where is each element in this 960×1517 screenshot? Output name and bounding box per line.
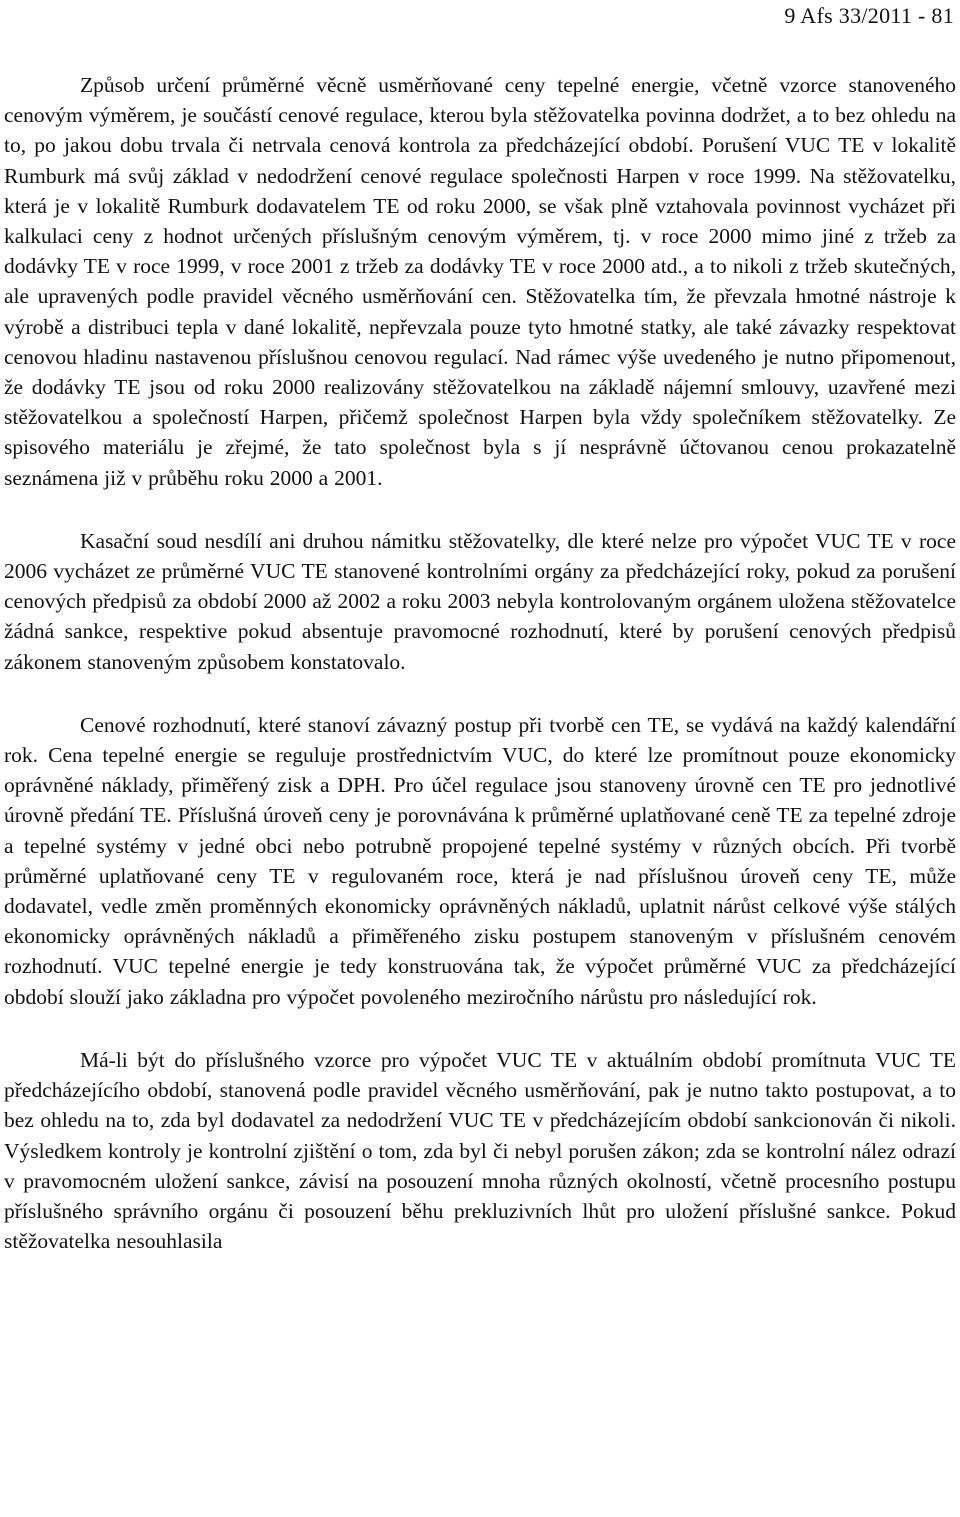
paragraph-3: Cenové rozhodnutí, které stanoví závazný postup při tvorbě cen TE, se vydává na každý kalendářní rok. Cena tepelné energie se reguluje prostřednictvím VUC, do které lze promítnout pouze ekonomicky oprávněné náklady, přiměřený zisk a DPH. Pro účel regulace jsou stanoveny úrovně cen TE pro jednotlivé úrovně předání TE. Příslušná úroveň ceny je porovnávána k průměrné uplatňované ceně TE za tepelné zdroje a tepelné systémy v jedné obci nebo potrubně propojené tepelné systémy v různých obcích. Při tvorbě průměrné uplatňované ceny TE v regulovaném roce, která je nad příslušnou úroveň ceny TE, může dodavatel, vedle změn proměnných ekonomicky oprávněných nákladů, uplatnit nárůst celkové výše stálých ekonomicky oprávněných nákladů a přiměřeného zisku postupem stanoveným v příslušném cenovém rozhodnutí. VUC tepelné energie je tedy konstruována tak, že výpočet průměrné VUC za předcházející období slouží jako základna pro výpočet povoleného meziročního nárůstu pro následující rok. bbox=[4, 712, 956, 1009]
paragraph-4: Má-li být do příslušného vzorce pro výpočet VUC TE v aktuálním období promítnuta VUC TE předcházejícího období, stanovená podle pravidel věcného usměrňování, pak je nutno takto postupovat, a to bez ohledu na to, zda byl dodavatel za nedodržení VUC TE v předcházejícím období sankcionován či nikoli. Výsledkem kontroly je kontrolní zjištění o tom, zda byl či nebyl porušen zákon; zda se kontrolní nález odrazí v pravomocném uložení sankce, závisí na posouzení mnoha různých okolností, včetně procesního postupu příslušného správního orgánu či posouzení běhu prekluzivních lhůt pro uložení příslušné sankce. Pokud stěžovatelka nesouhlasila bbox=[4, 1047, 956, 1254]
paragraph-2: Kasační soud nesdílí ani druhou námitku stěžovatelky, dle které nelze pro výpočet VUC TE v roce 2006 vycházet ze průměrné VUC TE stanovené kontrolními orgány za předcházející roky, pokud za porušení cenových předpisů za období 2000 až 2002 a roku 2003 nebyla kontrolovaným orgánem uložena stěžovatelce žádná sankce, respektive pokud absentuje pravomocné rozhodnutí, které by porušení cenových předpisů zákonem stanoveným způsobem konstatovalo. bbox=[4, 528, 956, 674]
paragraph-1: Způsob určení průměrné věcně usměrňované ceny tepelné energie, včetně vzorce stanoveného cenovým výměrem, je součástí cenové regulace, kterou byla stěžovatelka povinna dodržet, a to bez ohledu na to, po jakou dobu trvala či netrvala cenová kontrola za předcházející období. Porušení VUC TE v lokalitě Rumburk má svůj základ v nedodržení cenové regulace společnosti Harpen v roce 1999. Na stěžovatelku, která je v lokalitě Rumburk dodavatelem TE od roku 2000, se však plně vztahovala povinnost vycházet při kalkulaci ceny z hodnot určených příslušným cenovým výměrem, tj. v roce 2000 mimo jiné z tržeb za dodávky TE v roce 1999, v roce 2001 z tržeb za dodávky TE v roce 2000 atd., a to nikoli z tržeb skutečných, ale upravených podle pravidel věcného usměrňování cen. Stěžovatelka tím, že převzala hmotné nástroje k výrobě a distribuci tepla v dané lokalitě, nepřevzala pouze tyto hmotné statky, ale také závazky respektovat cenovou hladinu nastavenou příslušnou cenovou regulací. Nad rámec výše uvedeného je nutno připomenout, že dodávky TE jsou od roku 2000 realizovány stěžovatelkou na základě nájemní smlouvy, uzavřené mezi stěžovatelkou a společností Harpen, přičemž společnost Harpen byla vždy společníkem stěžovatelky. Ze spisového materiálu je zřejmé, že tato společnost byla s jí nesprávně účtovanou cenou prokazatelně seznámena již v průběhu roku 2000 a 2001. bbox=[4, 73, 956, 490]
page-reference: 9 Afs 33/2011 - 81 bbox=[784, 3, 954, 28]
document-body bbox=[4, 70, 956, 1256]
